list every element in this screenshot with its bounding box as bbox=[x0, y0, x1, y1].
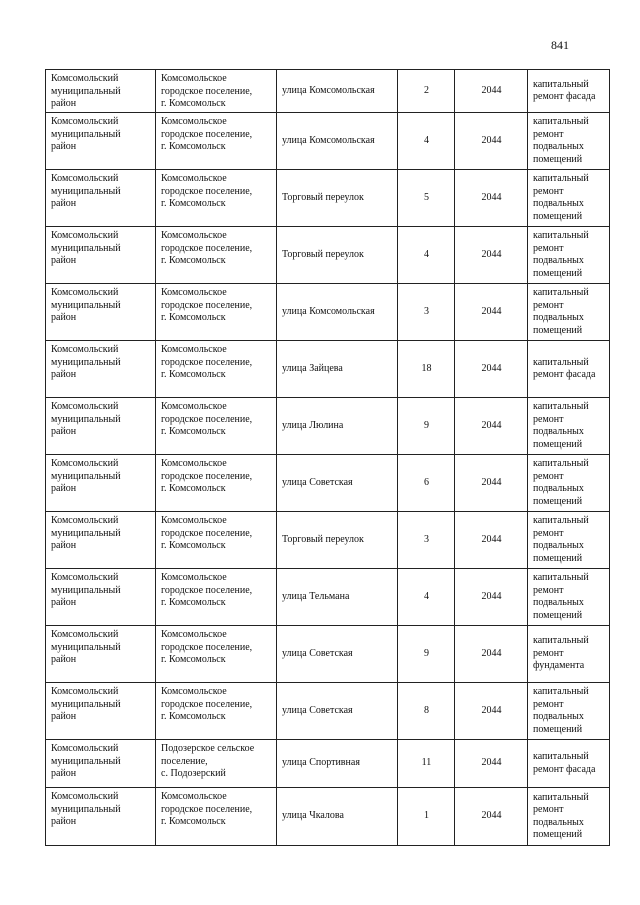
district-cell-text: Комсомольский муниципальный район bbox=[51, 686, 121, 722]
year-cell bbox=[455, 227, 528, 284]
street-cell bbox=[277, 398, 398, 455]
district-cell bbox=[46, 569, 156, 626]
street-cell bbox=[277, 341, 398, 398]
settlement-cell bbox=[156, 683, 277, 740]
settlement-cell bbox=[156, 455, 277, 512]
work-type-cell bbox=[528, 170, 610, 227]
house-number-cell bbox=[398, 284, 455, 341]
street-cell-text: улица Комсомольская bbox=[282, 134, 375, 146]
work-type-cell bbox=[528, 740, 610, 788]
district-cell bbox=[46, 398, 156, 455]
table-row bbox=[46, 626, 610, 683]
table-row bbox=[46, 740, 610, 788]
year-cell-text: 2044 bbox=[481, 647, 502, 659]
settlement-cell-text: Комсомольское городское поселение, г. Комсомольск bbox=[161, 116, 253, 152]
settlement-cell-text: Комсомольское городское поселение, г. Комсомольск bbox=[161, 515, 253, 551]
year-cell-text: 2044 bbox=[481, 476, 502, 488]
year-cell-text: 2044 bbox=[481, 191, 502, 203]
year-cell-text: 2044 bbox=[481, 84, 502, 96]
year-cell bbox=[455, 113, 528, 170]
settlement-cell-text: Комсомольское городское поселение, г. Комсомольск bbox=[161, 173, 253, 209]
work-type-cell-text: капитальный ремонт подвальных помещений bbox=[533, 401, 589, 450]
work-type-cell bbox=[528, 70, 610, 113]
work-type-cell bbox=[528, 683, 610, 740]
house-number-cell-text: 18 bbox=[421, 362, 432, 374]
work-type-cell-text: капитальный ремонт подвальных помещений bbox=[533, 116, 589, 165]
district-cell-text: Комсомольский муниципальный район bbox=[51, 791, 121, 827]
year-cell bbox=[455, 341, 528, 398]
district-cell bbox=[46, 455, 156, 512]
house-number-cell bbox=[398, 569, 455, 626]
street-cell bbox=[277, 740, 398, 788]
page-number: 841 bbox=[551, 38, 569, 52]
year-cell-text: 2044 bbox=[481, 362, 502, 374]
work-type-cell-text: капитальный ремонт подвальных помещений bbox=[533, 791, 589, 840]
year-cell-text: 2044 bbox=[481, 248, 502, 260]
work-type-cell bbox=[528, 512, 610, 569]
house-number-cell bbox=[398, 683, 455, 740]
district-cell-text: Комсомольский муниципальный район bbox=[51, 230, 121, 266]
street-cell-text: улица Тельмана bbox=[282, 590, 350, 602]
street-cell-text: Торговый переулок bbox=[282, 533, 364, 545]
work-type-cell-text: капитальный ремонт подвальных помещений bbox=[533, 230, 589, 279]
settlement-cell-text: Комсомольское городское поселение, г. Комсомольск bbox=[161, 629, 253, 665]
street-cell-text: Торговый переулок bbox=[282, 248, 364, 260]
street-cell-text: улица Советская bbox=[282, 647, 353, 659]
district-cell-text: Комсомольский муниципальный район bbox=[51, 629, 121, 665]
settlement-cell-text: Комсомольское городское поселение, г. Комсомольск bbox=[161, 73, 253, 109]
district-cell bbox=[46, 512, 156, 569]
house-number-cell bbox=[398, 227, 455, 284]
street-cell-text: улица Чкалова bbox=[282, 810, 344, 822]
repair-schedule-table bbox=[45, 69, 610, 846]
street-cell-text: улица Зайцева bbox=[282, 362, 343, 374]
house-number-cell bbox=[398, 70, 455, 113]
settlement-cell-text: Комсомольское городское поселение, г. Комсомольск bbox=[161, 287, 253, 323]
house-number-cell-text: 9 bbox=[424, 419, 429, 431]
work-type-cell bbox=[528, 227, 610, 284]
work-type-cell-text: капитальный ремонт подвальных помещений bbox=[533, 572, 589, 621]
work-type-cell bbox=[528, 341, 610, 398]
district-cell bbox=[46, 626, 156, 683]
table-row bbox=[46, 569, 610, 626]
table-row bbox=[46, 170, 610, 227]
street-cell bbox=[277, 569, 398, 626]
work-type-cell-text: капитальный ремонт фасада bbox=[533, 356, 596, 380]
settlement-cell bbox=[156, 170, 277, 227]
district-cell-text: Комсомольский муниципальный район bbox=[51, 515, 121, 551]
work-type-cell bbox=[528, 626, 610, 683]
settlement-cell bbox=[156, 740, 277, 788]
table-row bbox=[46, 227, 610, 284]
house-number-cell bbox=[398, 341, 455, 398]
table-row bbox=[46, 683, 610, 740]
year-cell bbox=[455, 569, 528, 626]
year-cell-text: 2044 bbox=[481, 810, 502, 822]
district-cell-text: Комсомольский муниципальный район bbox=[51, 344, 121, 380]
street-cell bbox=[277, 227, 398, 284]
district-cell bbox=[46, 788, 156, 846]
house-number-cell-text: 4 bbox=[424, 248, 429, 260]
street-cell-text: улица Комсомольская bbox=[282, 84, 375, 96]
district-cell-text: Комсомольский муниципальный район bbox=[51, 572, 121, 608]
district-cell-text: Комсомольский муниципальный район bbox=[51, 73, 121, 109]
district-cell bbox=[46, 683, 156, 740]
work-type-cell-text: капитальный ремонт фундамента bbox=[533, 635, 589, 672]
street-cell bbox=[277, 284, 398, 341]
year-cell-text: 2044 bbox=[481, 305, 502, 317]
house-number-cell-text: 3 bbox=[424, 305, 429, 317]
house-number-cell bbox=[398, 626, 455, 683]
year-cell bbox=[455, 70, 528, 113]
settlement-cell bbox=[156, 341, 277, 398]
settlement-cell bbox=[156, 227, 277, 284]
house-number-cell-text: 6 bbox=[424, 476, 429, 488]
house-number-cell-text: 4 bbox=[424, 134, 429, 146]
street-cell bbox=[277, 170, 398, 227]
year-cell bbox=[455, 284, 528, 341]
house-number-cell-text: 8 bbox=[424, 704, 429, 716]
district-cell-text: Комсомольский муниципальный район bbox=[51, 116, 121, 152]
year-cell bbox=[455, 398, 528, 455]
house-number-cell bbox=[398, 113, 455, 170]
settlement-cell bbox=[156, 113, 277, 170]
work-type-cell-text: капитальный ремонт подвальных помещений bbox=[533, 287, 589, 336]
district-cell bbox=[46, 740, 156, 788]
district-cell bbox=[46, 284, 156, 341]
table-row bbox=[46, 284, 610, 341]
house-number-cell-text: 4 bbox=[424, 590, 429, 602]
year-cell bbox=[455, 512, 528, 569]
settlement-cell bbox=[156, 626, 277, 683]
table-row bbox=[46, 788, 610, 846]
street-cell-text: улица Люлина bbox=[282, 419, 344, 431]
settlement-cell bbox=[156, 398, 277, 455]
work-type-cell-text: капитальный ремонт фасада bbox=[533, 751, 596, 775]
house-number-cell-text: 3 bbox=[424, 533, 429, 545]
house-number-cell-text: 1 bbox=[424, 810, 429, 822]
district-cell bbox=[46, 227, 156, 284]
house-number-cell-text: 5 bbox=[424, 191, 429, 203]
year-cell bbox=[455, 788, 528, 846]
street-cell-text: улица Комсомольская bbox=[282, 305, 375, 317]
work-type-cell-text: капитальный ремонт подвальных помещений bbox=[533, 515, 589, 564]
year-cell bbox=[455, 455, 528, 512]
year-cell-text: 2044 bbox=[481, 757, 502, 769]
district-cell-text: Комсомольский муниципальный район bbox=[51, 743, 121, 779]
street-cell bbox=[277, 70, 398, 113]
table-row bbox=[46, 455, 610, 512]
settlement-cell bbox=[156, 788, 277, 846]
year-cell bbox=[455, 170, 528, 227]
district-cell-text: Комсомольский муниципальный район bbox=[51, 287, 121, 323]
house-number-cell bbox=[398, 788, 455, 846]
work-type-cell bbox=[528, 284, 610, 341]
house-number-cell-text: 9 bbox=[424, 647, 429, 659]
work-type-cell-text: капитальный ремонт фасада bbox=[533, 78, 596, 102]
settlement-cell-text: Комсомольское городское поселение, г. Комсомольск bbox=[161, 344, 253, 380]
work-type-cell bbox=[528, 113, 610, 170]
year-cell bbox=[455, 683, 528, 740]
street-cell bbox=[277, 626, 398, 683]
street-cell bbox=[277, 455, 398, 512]
table-row bbox=[46, 70, 610, 113]
settlement-cell bbox=[156, 284, 277, 341]
street-cell bbox=[277, 113, 398, 170]
year-cell-text: 2044 bbox=[481, 134, 502, 146]
work-type-cell-text: капитальный ремонт подвальных помещений bbox=[533, 458, 589, 507]
district-cell bbox=[46, 170, 156, 227]
street-cell bbox=[277, 683, 398, 740]
house-number-cell-text: 11 bbox=[421, 757, 432, 769]
street-cell-text: Торговый переулок bbox=[282, 191, 364, 203]
district-cell bbox=[46, 113, 156, 170]
house-number-cell bbox=[398, 170, 455, 227]
settlement-cell-text: Подозерское сельское поселение, с. Подозерский bbox=[161, 743, 255, 779]
settlement-cell-text: Комсомольское городское поселение, г. Комсомольск bbox=[161, 401, 253, 437]
street-cell-text: улица Советская bbox=[282, 704, 353, 716]
year-cell-text: 2044 bbox=[481, 419, 502, 431]
house-number-cell bbox=[398, 455, 455, 512]
work-type-cell bbox=[528, 569, 610, 626]
year-cell-text: 2044 bbox=[481, 704, 502, 716]
work-type-cell-text: капитальный ремонт подвальных помещений bbox=[533, 686, 589, 735]
district-cell bbox=[46, 70, 156, 113]
year-cell bbox=[455, 626, 528, 683]
settlement-cell-text: Комсомольское городское поселение, г. Комсомольск bbox=[161, 791, 253, 827]
year-cell-text: 2044 bbox=[481, 590, 502, 602]
house-number-cell-text: 2 bbox=[424, 84, 429, 96]
house-number-cell bbox=[398, 398, 455, 455]
settlement-cell-text: Комсомольское городское поселение, г. Комсомольск bbox=[161, 458, 253, 494]
settlement-cell-text: Комсомольское городское поселение, г. Комсомольск bbox=[161, 230, 253, 266]
settlement-cell-text: Комсомольское городское поселение, г. Комсомольск bbox=[161, 686, 253, 722]
district-cell-text: Комсомольский муниципальный район bbox=[51, 458, 121, 494]
district-cell-text: Комсомольский муниципальный район bbox=[51, 401, 121, 437]
work-type-cell bbox=[528, 455, 610, 512]
street-cell-text: улица Советская bbox=[282, 476, 353, 488]
work-type-cell bbox=[528, 788, 610, 846]
settlement-cell-text: Комсомольское городское поселение, г. Комсомольск bbox=[161, 572, 253, 608]
table-row bbox=[46, 398, 610, 455]
work-type-cell-text: капитальный ремонт подвальных помещений bbox=[533, 173, 589, 222]
work-type-cell bbox=[528, 398, 610, 455]
street-cell-text: улица Спортивная bbox=[282, 757, 360, 769]
house-number-cell bbox=[398, 512, 455, 569]
year-cell-text: 2044 bbox=[481, 533, 502, 545]
street-cell bbox=[277, 512, 398, 569]
house-number-cell bbox=[398, 740, 455, 788]
table-row bbox=[46, 113, 610, 170]
year-cell bbox=[455, 740, 528, 788]
district-cell-text: Комсомольский муниципальный район bbox=[51, 173, 121, 209]
settlement-cell bbox=[156, 70, 277, 113]
table-row bbox=[46, 512, 610, 569]
settlement-cell bbox=[156, 512, 277, 569]
table-row bbox=[46, 341, 610, 398]
settlement-cell bbox=[156, 569, 277, 626]
district-cell bbox=[46, 341, 156, 398]
street-cell bbox=[277, 788, 398, 846]
